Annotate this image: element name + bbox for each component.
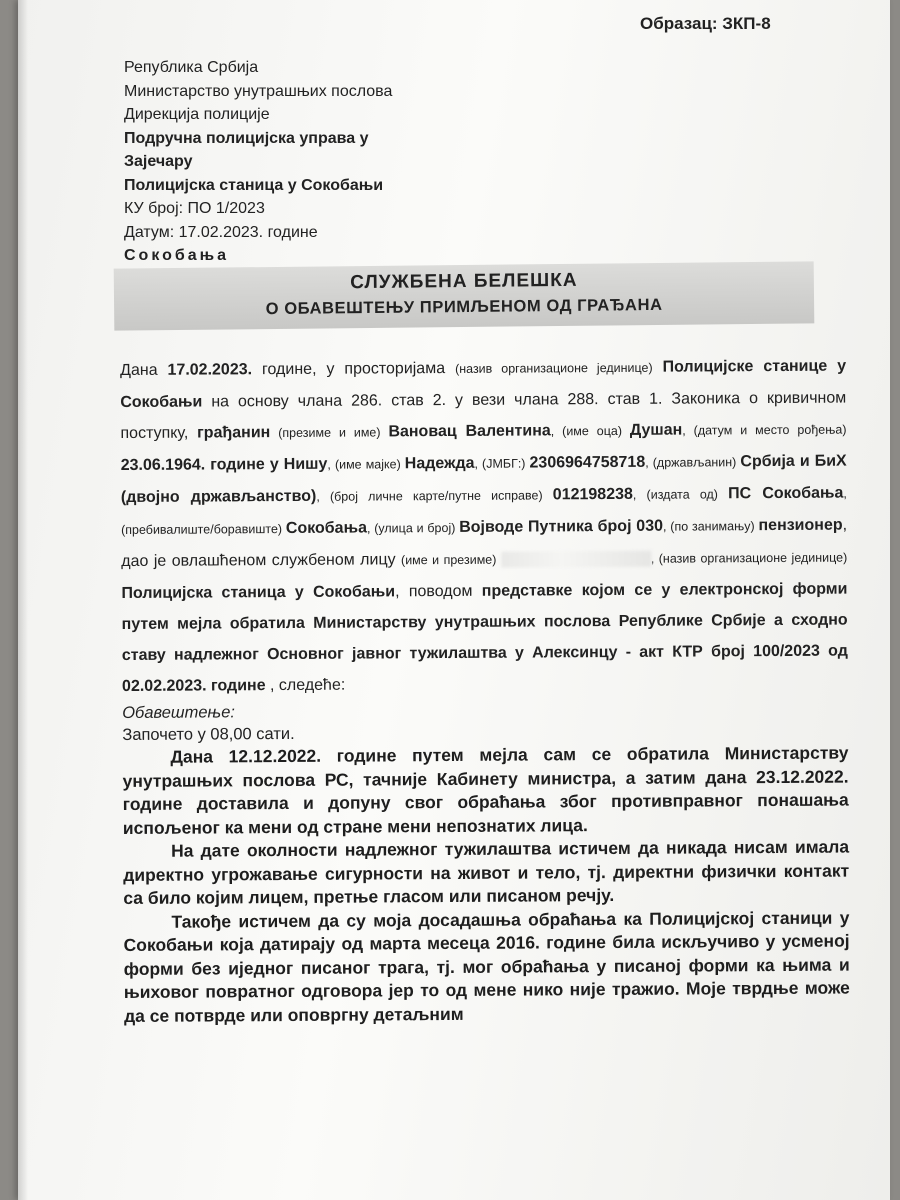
field-label: (презиме и име)	[270, 425, 389, 441]
field-label: , (име мајке)	[327, 457, 405, 472]
case-number: КУ број: ПО 1/2023	[124, 200, 265, 217]
title-banner	[114, 261, 815, 330]
header-ministry: Министарство унутрашњих послова	[124, 82, 393, 100]
occupation: пензионер	[758, 516, 843, 535]
field-label: , (датум и место рођења)	[682, 422, 847, 438]
birth-info: 23.06.1964. године у Нишу	[120, 455, 328, 474]
citizenship: Србија и БиХ (двојно држављанство)	[120, 452, 847, 506]
field-label: , (улица и број)	[366, 520, 460, 536]
intro-text: , поводом	[395, 582, 482, 601]
start-time: Започето у 08,00 сати.	[122, 724, 295, 744]
intro-text: године, у просторијама	[251, 359, 456, 379]
statement-paragraph-2: На дате околности надлежног тужилаштва истичем да никада нисам имала директно угрожавање сигурности на живот и тело, тј. директни физички контакт са било којим лицем, претње гласом или писаном речју.	[123, 836, 850, 908]
field-label: (име и презиме)	[400, 552, 501, 568]
header-directorate: Дирекција полиције	[124, 106, 270, 123]
meeting-date: 17.02.2023.	[167, 361, 253, 379]
statement-paragraph-1: Дана 12.12.2022. године путем мејла сам се обратила Министарству унутрашњих послова РС, тачније Кабинету министра, а затим дана 23.12.2022. године доставила и допуну свог обраћања због противправног понашања испољеног ка мени од стране мени непознатих лица.	[122, 742, 849, 838]
header-city: Зајечару	[124, 153, 193, 170]
street-address: Војводе Путника број 030	[459, 517, 664, 536]
field-label: , (по занимању)	[662, 519, 759, 534]
document-page	[18, 0, 890, 1200]
field-label: , (држављанин)	[645, 455, 741, 470]
document-title: СЛУЖБЕНА БЕЛЕШКА	[350, 269, 578, 294]
notice-label: Обавештење:	[122, 703, 236, 722]
document-subtitle: О ОБАВЕШТЕЊУ ПРИМЉЕНОМ ОД ГРАЂАНА	[265, 295, 663, 319]
petition-reference: представке којом се у електронској форми путем мејла обратила Министарству унутрашњих послова Републике Србије а сходно ставу надлежног Основног јавног тужилаштва у Алексинцу - акт КТР број 100/2023 од 02.02.2023. године	[121, 580, 848, 695]
intro-text: , следеће:	[265, 676, 346, 695]
field-label: , (пребивалиште/боравиште)	[121, 486, 847, 537]
document-place: Сокобања	[124, 247, 230, 264]
jmbg-number: 2306964758718	[529, 453, 646, 472]
field-label: , (назив организационе јединице)	[650, 550, 848, 566]
residence: Сокобања	[285, 519, 367, 537]
field-label: , (ЈМБГ:)	[474, 456, 530, 471]
citizen-label: грађанин	[197, 424, 271, 442]
father-name: Душан	[629, 421, 683, 439]
redacted-officer-name	[501, 551, 651, 568]
citizen-name: Вановац Валентина	[388, 422, 551, 441]
document-date: Датум: 17.02.2023. године	[124, 223, 318, 241]
page-edge-shadow	[18, 0, 28, 1200]
intro-text: Дана	[120, 361, 168, 379]
org-unit: Полицијске станице у Сокобањи	[120, 357, 847, 411]
letterhead	[124, 56, 444, 268]
header-admin: Подручна полицијска управа у	[124, 129, 369, 147]
document-body	[120, 351, 850, 1028]
field-label: , (број личне карте/путне исправе)	[316, 488, 553, 504]
header-station: Полицијска станица у Сокобањи	[124, 176, 384, 194]
field-label: , (издата од)	[632, 487, 729, 502]
form-code: Образац: ЗКП-8	[640, 14, 771, 33]
intro-text: на основу члана 286. став 2. у вези члана 288. став 1. Законика о кривичном поступку,	[120, 389, 847, 442]
issued-by: ПС Сокобања	[728, 484, 844, 503]
header-republic: Република Србија	[124, 59, 259, 76]
id-card-number: 012198238	[552, 485, 633, 504]
intro-text: , дао је овлашћеном службеном лицу	[121, 516, 848, 570]
statement-paragraph-3: Такође истичем да су моја досадашња обраћања ка Полицијској станици у Сокобањи која датирају од марта месеца 2016. године била искључиво у усменој форми без иједног писаног трага, тј. мог обраћања у писаној форми ка њима и њиховог повратног одговора јер то од мене нико није тражио. Моје тврдње може да се потврде или оповргну детаљним	[123, 907, 850, 1026]
mother-name: Надежда	[404, 454, 475, 473]
org-unit-2: Полицијска станица у Сокобањи	[121, 583, 396, 602]
field-label: , (име оца)	[550, 423, 630, 439]
field-label: (назив организационе јединице)	[455, 360, 653, 376]
intro-paragraph	[120, 351, 848, 702]
